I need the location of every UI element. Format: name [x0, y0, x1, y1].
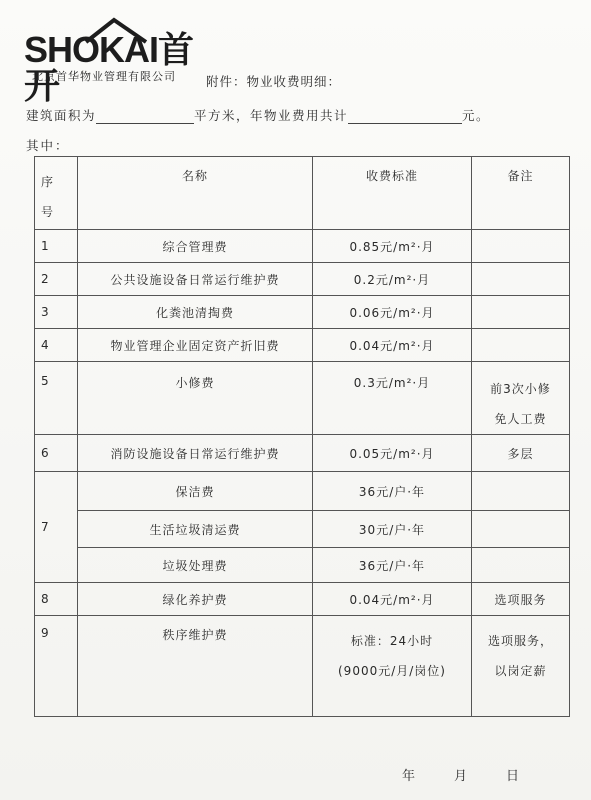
- table-row: [35, 435, 570, 472]
- row-no: 7: [35, 472, 78, 583]
- note-line: 免人工费: [494, 412, 547, 426]
- row-no: 5: [35, 362, 78, 435]
- table-row: [35, 511, 570, 548]
- area-prefix: 建筑面积为: [26, 108, 97, 123]
- row-standard: 0.2元/m²·月: [313, 263, 472, 296]
- row-note: [472, 511, 570, 548]
- note-line: 以岗定薪: [494, 664, 547, 678]
- table-row: [35, 329, 570, 362]
- table-row: [35, 230, 570, 263]
- company-name: 北京首华物业管理有限公司: [32, 70, 176, 83]
- row-standard: 0.05元/m²·月: [313, 435, 472, 472]
- table-row: [35, 548, 570, 583]
- area-mid: 平方米，年物业费用共计: [194, 108, 349, 123]
- table-row: [35, 296, 570, 329]
- row-name: 消防设施设备日常运行维护费: [78, 435, 313, 472]
- row-note: [472, 548, 570, 583]
- row-note: 多层: [472, 435, 570, 472]
- note-line: 选项服务，: [487, 634, 553, 648]
- row-no: 6: [35, 435, 78, 472]
- row-note: [472, 472, 570, 511]
- row-standard: 0.04元/m²·月: [313, 583, 472, 616]
- total-blank: [348, 123, 462, 124]
- attachment-title: 附件：物业收费明细：: [206, 74, 342, 89]
- row-name: 物业管理企业固定资产折旧费: [78, 329, 313, 362]
- table-row: [35, 472, 570, 511]
- row-note: [472, 263, 570, 296]
- table-header-row: [35, 157, 570, 230]
- note-line: 前3次小修: [490, 382, 551, 396]
- fee-table: [34, 156, 570, 717]
- standard-line: (9000元/月/岗位): [338, 664, 446, 678]
- header-serial: 序号: [35, 157, 78, 230]
- row-no: 4: [35, 329, 78, 362]
- row-name: 化粪池清掏费: [78, 296, 313, 329]
- row-no: 2: [35, 263, 78, 296]
- table-row: [35, 263, 570, 296]
- row-standard: 36元/户·年: [313, 548, 472, 583]
- year-label: 年: [402, 769, 417, 784]
- row-standard: 30元/户·年: [313, 511, 472, 548]
- row-standard: [313, 616, 472, 717]
- standard-line: 标准：24小时: [350, 634, 434, 648]
- month-label: 月: [454, 769, 469, 784]
- row-note: [472, 616, 570, 717]
- row-no: 3: [35, 296, 78, 329]
- header-note: 备注: [472, 157, 570, 230]
- row-standard: 0.04元/m²·月: [313, 329, 472, 362]
- row-note: 选项服务: [472, 583, 570, 616]
- row-name: 小修费: [78, 362, 313, 435]
- row-standard: 0.3元/m²·月: [313, 362, 472, 435]
- row-no: 1: [35, 230, 78, 263]
- table-row: [35, 583, 570, 616]
- row-name: 综合管理费: [78, 230, 313, 263]
- row-standard: 0.85元/m²·月: [313, 230, 472, 263]
- row-note: [472, 329, 570, 362]
- area-blank: [96, 123, 194, 124]
- row-name: 秩序维护费: [78, 616, 313, 717]
- header-name: 名称: [78, 157, 313, 230]
- row-standard: 0.06元/m²·月: [313, 296, 472, 329]
- row-name: 保洁费: [78, 472, 313, 511]
- row-no: 8: [35, 583, 78, 616]
- among-label: 其中：: [26, 138, 70, 153]
- row-name: 公共设施设备日常运行维护费: [78, 263, 313, 296]
- area-suffix: 元。: [462, 108, 491, 123]
- row-note: [472, 362, 570, 435]
- date-line: [402, 765, 558, 784]
- row-no: 9: [35, 616, 78, 717]
- row-name: 绿化养护费: [78, 583, 313, 616]
- header-standard: 收费标准: [313, 157, 472, 230]
- row-note: [472, 296, 570, 329]
- row-name: 生活垃圾清运费: [78, 511, 313, 548]
- row-name: 垃圾处理费: [78, 548, 313, 583]
- row-note: [472, 230, 570, 263]
- area-statement: [26, 106, 490, 124]
- logo-text: SHOKAI首开: [24, 29, 194, 106]
- row-standard: 36元/户·年: [313, 472, 472, 511]
- table-row: [35, 362, 570, 435]
- table-row: [35, 616, 570, 717]
- day-label: 日: [506, 769, 521, 784]
